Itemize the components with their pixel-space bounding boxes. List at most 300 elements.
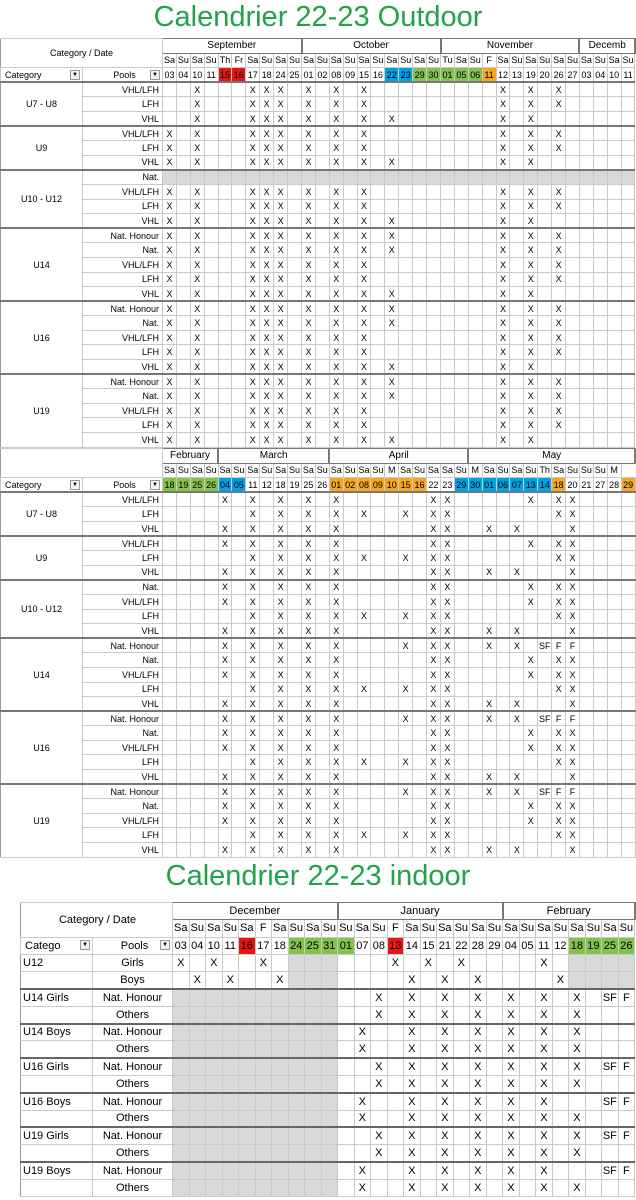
schedule-cell xyxy=(593,740,607,755)
schedule-cell: X xyxy=(536,1024,553,1041)
schedule-cell xyxy=(585,1006,602,1023)
date-cell: 25 xyxy=(301,478,315,493)
schedule-cell xyxy=(315,82,329,97)
schedule-cell xyxy=(552,521,566,536)
schedule-cell: X xyxy=(440,536,454,551)
schedule-cell: X xyxy=(496,155,510,170)
schedule-cell xyxy=(399,141,413,156)
category-label: U19 Boys xyxy=(21,1162,93,1179)
schedule-cell xyxy=(468,301,482,316)
schedule-cell xyxy=(206,1162,223,1179)
schedule-cell xyxy=(385,126,399,141)
schedule-cell xyxy=(602,954,619,971)
schedule-cell: X xyxy=(440,770,454,785)
pool-label: VHL xyxy=(83,521,163,536)
filter-dropdown-icon[interactable]: ▼ xyxy=(150,70,160,80)
schedule-cell xyxy=(387,1006,404,1023)
schedule-cell xyxy=(232,141,246,156)
date-cell: 10 xyxy=(190,68,204,83)
schedule-cell xyxy=(441,316,455,331)
schedule-cell: X xyxy=(329,389,343,404)
day-of-week: Sa xyxy=(274,53,288,68)
date-cell: 25 xyxy=(190,478,204,493)
schedule-cell: X xyxy=(371,1127,388,1144)
schedule-cell: X xyxy=(371,1075,388,1092)
schedule-cell: X xyxy=(246,594,260,609)
schedule-cell xyxy=(176,418,190,433)
schedule-cell xyxy=(454,813,468,828)
day-of-week: F xyxy=(387,920,404,937)
schedule-cell xyxy=(453,1024,470,1041)
schedule-cell: X xyxy=(385,316,399,331)
schedule-cell xyxy=(618,1179,635,1196)
schedule-cell xyxy=(427,243,441,258)
day-of-week: Sa xyxy=(404,920,421,937)
schedule-cell: X xyxy=(246,111,260,126)
schedule-cell: X xyxy=(357,360,371,375)
schedule-cell xyxy=(176,784,190,799)
schedule-cell xyxy=(413,770,427,785)
schedule-cell xyxy=(176,170,190,185)
schedule-cell xyxy=(413,638,427,653)
day-of-week: Sa xyxy=(607,53,621,68)
schedule-cell xyxy=(371,82,385,97)
schedule-cell xyxy=(538,536,552,551)
schedule-cell xyxy=(272,1006,289,1023)
date-cell: 27 xyxy=(593,478,607,493)
schedule-cell xyxy=(607,228,621,243)
schedule-cell: X xyxy=(503,989,520,1006)
schedule-cell xyxy=(385,682,399,697)
schedule-cell: X xyxy=(260,330,274,345)
schedule-cell: X xyxy=(482,784,496,799)
schedule-cell: X xyxy=(470,1058,487,1075)
schedule-cell: X xyxy=(440,828,454,843)
schedule-cell xyxy=(387,1075,404,1092)
pools-filter[interactable]: Pools ▼ xyxy=(83,68,163,83)
pool-label: VHL/LFH xyxy=(83,257,163,272)
schedule-cell xyxy=(176,536,190,551)
pool-label: VHL xyxy=(83,624,163,639)
schedule-cell: X xyxy=(552,682,566,697)
schedule-cell xyxy=(288,682,302,697)
schedule-cell xyxy=(371,784,385,799)
schedule-cell xyxy=(371,199,385,214)
category-label: U16 Boys xyxy=(21,1093,93,1110)
schedule-cell xyxy=(486,1024,503,1041)
pool-label: Others xyxy=(93,1110,173,1127)
schedule-cell xyxy=(413,330,427,345)
schedule-cell xyxy=(163,740,177,755)
schedule-cell xyxy=(538,403,552,418)
schedule-cell xyxy=(413,507,427,522)
schedule-cell: X xyxy=(301,565,315,580)
schedule-cell xyxy=(593,360,607,375)
schedule-cell xyxy=(305,1179,322,1196)
schedule-cell xyxy=(569,1093,586,1110)
schedule-cell xyxy=(510,580,524,595)
date-cell: 19 xyxy=(288,478,302,493)
schedule-cell: X xyxy=(274,214,288,229)
date-cell: 03 xyxy=(163,68,177,83)
schedule-cell xyxy=(510,403,524,418)
schedule-cell xyxy=(413,199,427,214)
pool-label: Nat. Honour xyxy=(83,228,163,243)
schedule-cell: X xyxy=(329,770,343,785)
schedule-cell: X xyxy=(426,667,440,682)
day-of-week: M xyxy=(385,463,399,478)
schedule-cell: X xyxy=(218,711,232,726)
schedule-cell xyxy=(206,1179,223,1196)
schedule-cell: X xyxy=(385,433,399,448)
schedule-cell xyxy=(413,403,427,418)
month-header: May xyxy=(468,449,635,464)
schedule-cell xyxy=(593,374,607,389)
schedule-cell xyxy=(427,360,441,375)
schedule-cell xyxy=(255,1058,272,1075)
schedule-cell xyxy=(579,155,593,170)
schedule-cell xyxy=(593,624,607,639)
date-cell: 15 xyxy=(399,478,413,493)
schedule-cell xyxy=(173,1093,190,1110)
schedule-cell: X xyxy=(246,653,260,668)
schedule-cell: X xyxy=(329,433,343,448)
schedule-cell: X xyxy=(302,97,316,112)
category-filter[interactable]: Catego ▼ xyxy=(21,937,93,954)
schedule-cell xyxy=(454,843,468,858)
schedule-cell xyxy=(385,199,399,214)
schedule-cell xyxy=(288,389,302,404)
schedule-cell: X xyxy=(246,301,260,316)
schedule-cell xyxy=(371,682,385,697)
schedule-cell xyxy=(566,316,580,331)
date-cell: 29 xyxy=(454,478,468,493)
schedule-cell: X xyxy=(440,682,454,697)
schedule-cell xyxy=(510,97,524,112)
schedule-cell xyxy=(190,609,204,624)
schedule-cell xyxy=(399,740,413,755)
day-of-week: Sa xyxy=(602,920,619,937)
schedule-cell xyxy=(486,1127,503,1144)
schedule-cell: X xyxy=(218,799,232,814)
schedule-cell xyxy=(552,1179,569,1196)
schedule-cell xyxy=(206,1058,223,1075)
schedule-cell xyxy=(385,492,399,507)
schedule-cell xyxy=(413,565,427,580)
schedule-cell xyxy=(399,199,413,214)
schedule-cell xyxy=(519,1075,536,1092)
schedule-cell xyxy=(607,111,621,126)
schedule-cell xyxy=(482,667,496,682)
schedule-cell: X xyxy=(482,565,496,580)
schedule-cell xyxy=(173,1127,190,1144)
schedule-cell xyxy=(399,272,413,287)
schedule-cell: X xyxy=(404,1093,421,1110)
schedule-cell xyxy=(593,111,607,126)
schedule-cell: X xyxy=(524,433,538,448)
schedule-cell: X xyxy=(301,521,315,536)
schedule-cell xyxy=(176,141,190,156)
schedule-cell: X xyxy=(399,609,413,624)
category-label: U10 - U12 xyxy=(1,580,83,638)
schedule-cell xyxy=(621,580,635,595)
schedule-cell xyxy=(413,287,427,302)
schedule-cell: X xyxy=(404,1127,421,1144)
schedule-cell xyxy=(510,813,524,828)
schedule-cell xyxy=(189,1058,206,1075)
schedule-cell xyxy=(343,638,357,653)
filter-dropdown-icon[interactable]: ▼ xyxy=(150,480,160,490)
schedule-cell: X xyxy=(206,954,223,971)
schedule-cell xyxy=(387,1179,404,1196)
schedule-cell: X xyxy=(536,1127,553,1144)
schedule-cell: X xyxy=(536,1006,553,1023)
schedule-cell xyxy=(315,345,329,360)
schedule-cell: X xyxy=(218,740,232,755)
schedule-cell: SF xyxy=(602,1162,619,1179)
date-cell: 18 xyxy=(163,478,177,493)
schedule-cell xyxy=(621,551,635,566)
schedule-cell xyxy=(413,784,427,799)
schedule-cell: X xyxy=(218,492,232,507)
schedule-cell: X xyxy=(329,330,343,345)
schedule-cell xyxy=(399,843,413,858)
schedule-cell: X xyxy=(426,551,440,566)
filter-dropdown-icon[interactable]: ▼ xyxy=(160,940,170,950)
schedule-cell xyxy=(163,784,177,799)
schedule-cell: X xyxy=(218,667,232,682)
schedule-cell xyxy=(468,813,482,828)
schedule-cell: X xyxy=(163,418,177,433)
day-of-week: Sa xyxy=(206,920,223,937)
schedule-cell xyxy=(420,1075,437,1092)
schedule-cell xyxy=(566,170,580,185)
schedule-cell xyxy=(176,843,190,858)
pool-label: Nat. xyxy=(83,170,163,185)
schedule-cell: X xyxy=(246,667,260,682)
schedule-cell: X xyxy=(246,316,260,331)
schedule-cell xyxy=(413,799,427,814)
schedule-cell xyxy=(288,828,302,843)
schedule-cell: X xyxy=(496,228,510,243)
schedule-cell xyxy=(315,799,329,814)
schedule-cell xyxy=(607,828,621,843)
month-header: November xyxy=(441,39,580,54)
schedule-cell xyxy=(538,184,552,199)
pool-label: LFH xyxy=(83,828,163,843)
schedule-cell xyxy=(288,141,302,156)
filter-dropdown-icon[interactable]: ▼ xyxy=(80,940,90,950)
schedule-cell: X xyxy=(357,330,371,345)
schedule-cell xyxy=(454,682,468,697)
schedule-cell xyxy=(176,755,190,770)
schedule-cell: X xyxy=(482,521,496,536)
schedule-cell xyxy=(579,784,593,799)
schedule-cell: X xyxy=(302,141,316,156)
schedule-cell xyxy=(288,536,302,551)
schedule-cell xyxy=(510,492,524,507)
schedule-cell xyxy=(585,1127,602,1144)
schedule-cell xyxy=(190,682,204,697)
schedule-cell xyxy=(427,374,441,389)
schedule-cell xyxy=(387,1162,404,1179)
schedule-cell: X xyxy=(190,389,204,404)
schedule-cell xyxy=(343,170,357,185)
schedule-cell xyxy=(593,594,607,609)
schedule-cell xyxy=(453,1058,470,1075)
schedule-cell xyxy=(222,1110,239,1127)
schedule-cell xyxy=(524,565,538,580)
schedule-cell xyxy=(621,711,635,726)
schedule-cell xyxy=(593,726,607,741)
schedule-cell xyxy=(315,287,329,302)
schedule-cell xyxy=(453,1162,470,1179)
category-label: U19 xyxy=(1,784,83,857)
schedule-cell xyxy=(427,301,441,316)
schedule-cell: X xyxy=(274,726,288,741)
schedule-cell xyxy=(538,214,552,229)
day-of-week: Sa xyxy=(246,463,260,478)
schedule-cell xyxy=(315,316,329,331)
schedule-cell xyxy=(288,330,302,345)
schedule-cell: X xyxy=(357,184,371,199)
schedule-cell: X xyxy=(163,360,177,375)
schedule-cell: X xyxy=(329,653,343,668)
schedule-cell: X xyxy=(190,199,204,214)
schedule-cell: X xyxy=(440,609,454,624)
filter-dropdown-icon[interactable]: ▼ xyxy=(70,70,80,80)
schedule-cell xyxy=(510,272,524,287)
schedule-cell xyxy=(315,536,329,551)
schedule-cell xyxy=(288,257,302,272)
schedule-cell xyxy=(593,536,607,551)
schedule-cell xyxy=(338,1179,355,1196)
schedule-cell xyxy=(468,770,482,785)
schedule-cell xyxy=(321,989,338,1006)
schedule-cell: X xyxy=(552,243,566,258)
schedule-cell: X xyxy=(329,82,343,97)
schedule-cell xyxy=(204,433,218,448)
schedule-cell: X xyxy=(496,126,510,141)
schedule-cell: X xyxy=(404,1110,421,1127)
schedule-cell: X xyxy=(426,755,440,770)
schedule-cell xyxy=(482,609,496,624)
schedule-cell: X xyxy=(218,653,232,668)
schedule-cell xyxy=(338,1093,355,1110)
pool-label: LFH xyxy=(83,551,163,566)
schedule-cell: X xyxy=(552,492,566,507)
schedule-cell xyxy=(343,784,357,799)
schedule-cell xyxy=(163,97,177,112)
pools-filter[interactable]: Pools ▼ xyxy=(93,937,173,954)
schedule-cell xyxy=(607,565,621,580)
schedule-cell xyxy=(176,272,190,287)
schedule-cell xyxy=(621,492,635,507)
schedule-cell: X xyxy=(426,653,440,668)
schedule-cell: X xyxy=(470,972,487,989)
schedule-cell xyxy=(371,287,385,302)
schedule-cell xyxy=(315,609,329,624)
schedule-cell: X xyxy=(437,1145,454,1162)
schedule-cell xyxy=(427,141,441,156)
date-cell: 22 xyxy=(385,68,399,83)
schedule-cell xyxy=(482,155,496,170)
schedule-cell xyxy=(176,82,190,97)
date-cell: 25 xyxy=(602,937,619,954)
schedule-cell xyxy=(538,111,552,126)
schedule-cell xyxy=(585,1110,602,1127)
schedule-cell: X xyxy=(404,1024,421,1041)
date-cell: 02 xyxy=(315,68,329,83)
date-cell: 05 xyxy=(454,68,468,83)
schedule-cell xyxy=(519,1162,536,1179)
schedule-cell xyxy=(427,330,441,345)
schedule-cell: X xyxy=(302,389,316,404)
day-of-week: Sa xyxy=(579,53,593,68)
schedule-cell: X xyxy=(371,989,388,1006)
schedule-cell xyxy=(538,594,552,609)
schedule-cell xyxy=(204,199,218,214)
category-label xyxy=(21,1006,93,1023)
schedule-cell xyxy=(420,1041,437,1058)
schedule-cell xyxy=(399,403,413,418)
schedule-cell: X xyxy=(354,1179,371,1196)
schedule-cell xyxy=(399,316,413,331)
schedule-cell: X xyxy=(329,199,343,214)
schedule-cell xyxy=(357,726,371,741)
schedule-cell xyxy=(288,594,302,609)
pools-filter[interactable]: Pools ▼ xyxy=(83,478,163,493)
category-filter[interactable]: Category ▼ xyxy=(1,68,83,83)
schedule-cell xyxy=(538,330,552,345)
filter-dropdown-icon[interactable]: ▼ xyxy=(70,480,80,490)
schedule-cell: X xyxy=(246,813,260,828)
schedule-cell xyxy=(163,799,177,814)
schedule-cell xyxy=(255,1041,272,1058)
schedule-cell xyxy=(163,507,177,522)
schedule-cell xyxy=(260,813,274,828)
date-cell: 28 xyxy=(470,937,487,954)
schedule-cell xyxy=(503,954,520,971)
date-cell: 12 xyxy=(496,68,510,83)
schedule-cell xyxy=(272,1110,289,1127)
category-filter[interactable]: Category ▼ xyxy=(1,478,83,493)
schedule-cell xyxy=(607,433,621,448)
schedule-cell xyxy=(593,257,607,272)
schedule-cell: X xyxy=(357,345,371,360)
date-cell: 26 xyxy=(315,478,329,493)
pool-label: Nat. Honour xyxy=(93,1093,173,1110)
schedule-cell xyxy=(607,301,621,316)
schedule-cell xyxy=(454,828,468,843)
schedule-cell: X xyxy=(503,1041,520,1058)
schedule-cell: X xyxy=(552,126,566,141)
schedule-cell xyxy=(371,954,388,971)
schedule-cell xyxy=(441,141,455,156)
schedule-cell xyxy=(163,667,177,682)
schedule-cell: X xyxy=(552,97,566,112)
schedule-cell xyxy=(272,1041,289,1058)
schedule-cell xyxy=(260,507,274,522)
schedule-cell: X xyxy=(274,492,288,507)
pool-label: VHL xyxy=(83,433,163,448)
schedule-cell xyxy=(371,1179,388,1196)
schedule-cell: X xyxy=(357,214,371,229)
schedule-cell xyxy=(593,667,607,682)
schedule-cell xyxy=(385,609,399,624)
schedule-cell xyxy=(343,330,357,345)
schedule-cell: X xyxy=(163,316,177,331)
